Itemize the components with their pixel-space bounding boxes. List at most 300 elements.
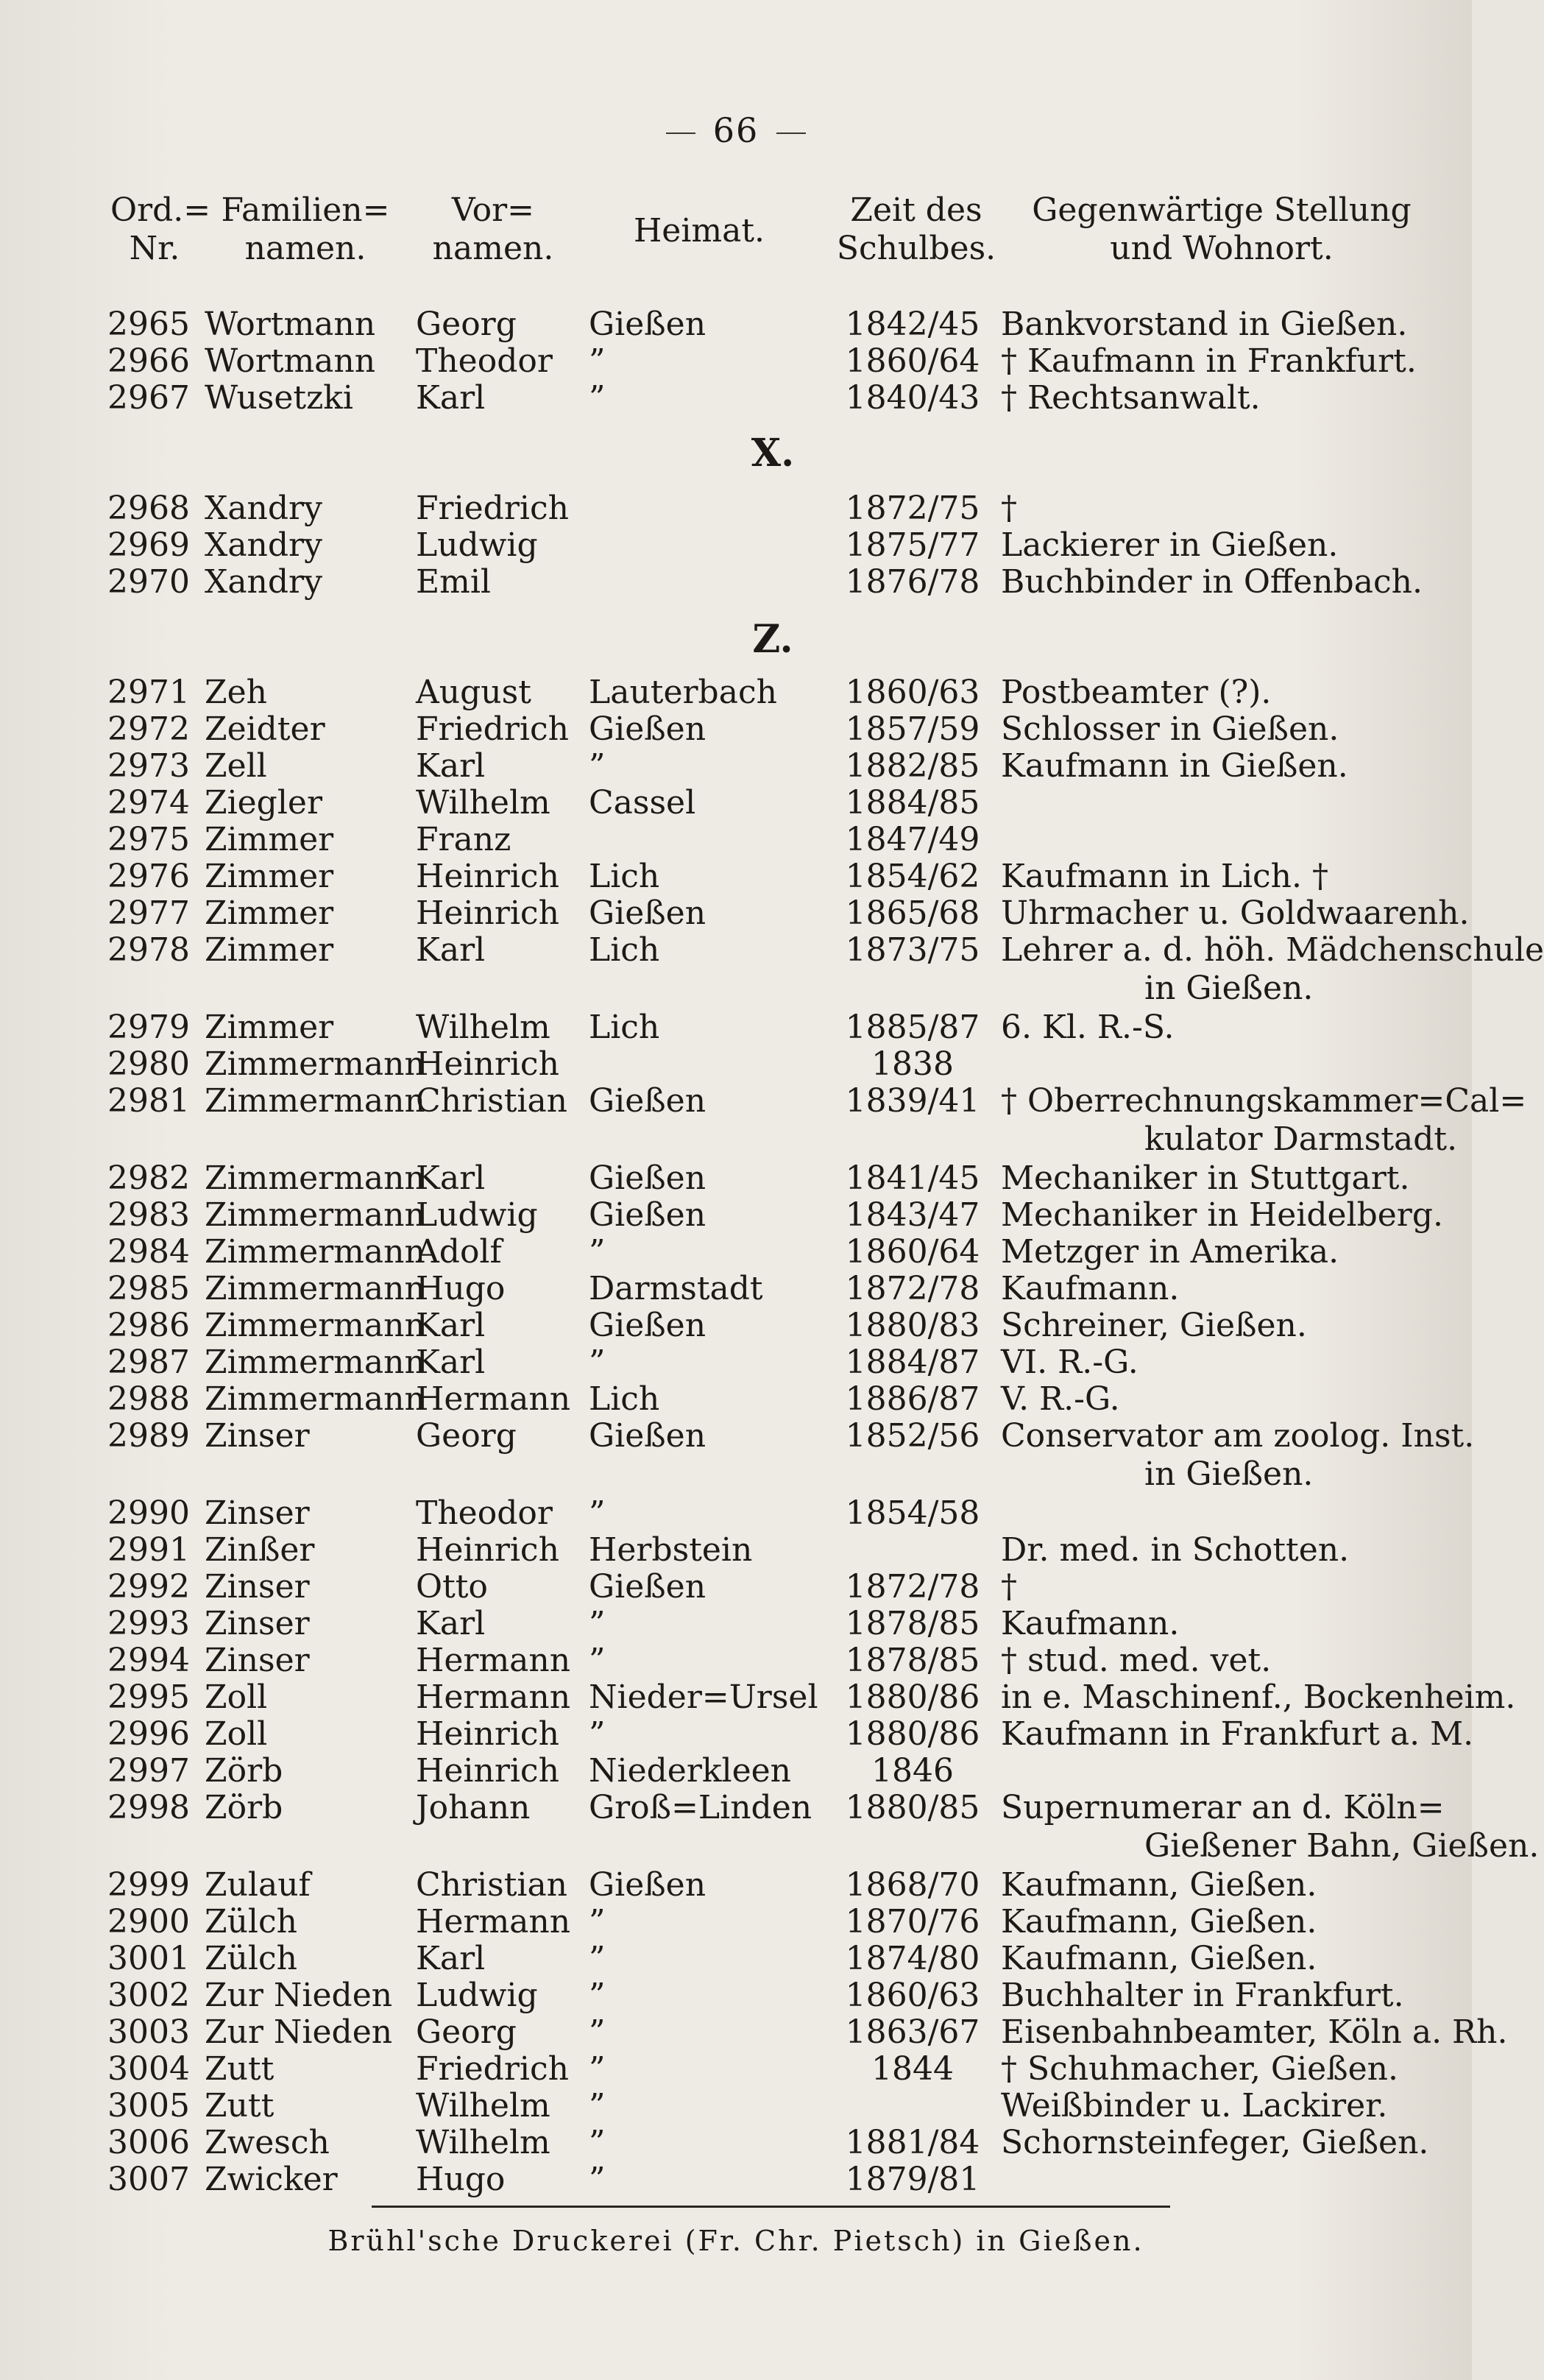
familienname: Zimmer: [205, 1009, 334, 1046]
ordnungsnummer: 2970: [107, 563, 190, 601]
ordnungsnummer: 2987: [107, 1343, 190, 1381]
schulbesuch-zeit: 1876/78: [845, 563, 980, 601]
vorname: Wilhelm: [416, 2087, 550, 2125]
header-stellung: Gegenwärtige Stellung und Wohnort.: [1032, 191, 1412, 267]
familienname: Zinser: [205, 1605, 310, 1642]
section-letter-x: X.: [751, 431, 795, 476]
schulbesuch-zeit: 1885/87: [845, 1009, 980, 1046]
heimat: ”: [589, 1715, 606, 1753]
stellung-wohnort: Kaufmann.: [1001, 1270, 1180, 1307]
ordnungsnummer: 3003: [107, 2013, 190, 2051]
schulbesuch-zeit: 1854/62: [845, 858, 980, 895]
familienname: Zimmermann: [205, 1380, 425, 1418]
vorname: Ludwig: [416, 526, 538, 564]
schulbesuch-zeit: 1872/75: [845, 490, 980, 527]
printer-imprint: Brühl'sche Druckerei (Fr. Chr. Pietsch) in Gießen.: [327, 2225, 1144, 2257]
stellung-wohnort: Kaufmann in Gießen.: [1001, 747, 1348, 785]
table-row: [0, 563, 1472, 601]
stellung-continuation: kulator Darmstadt.: [1144, 1120, 1458, 1158]
stellung-wohnort: Weißbinder u. Lackirer.: [1001, 2087, 1388, 2125]
vorname: Heinrich: [416, 1715, 559, 1753]
schulbesuch-zeit: 1854/58: [845, 1494, 980, 1532]
vorname: Hermann: [416, 1903, 571, 1941]
stellung-wohnort: 6. Kl. R.-S.: [1001, 1009, 1175, 1046]
stellung-wohnort: †: [1001, 490, 1017, 527]
vorname: Heinrich: [416, 894, 559, 932]
heimat: Gießen: [589, 710, 707, 748]
stellung-wohnort: Schreiner, Gießen.: [1001, 1307, 1307, 1344]
table-row: [0, 1678, 1516, 1717]
schulbesuch-zeit: 1872/78: [845, 1270, 980, 1307]
ordnungsnummer: 2900: [107, 1903, 190, 1941]
vorname: Friedrich: [416, 2050, 569, 2088]
heimat: Gießen: [589, 1159, 707, 1197]
ordnungsnummer: 2983: [107, 1196, 190, 1234]
ordnungsnummer: 3002: [107, 1977, 190, 2014]
heimat: ”: [589, 1903, 606, 1941]
ordnungsnummer: 2985: [107, 1270, 190, 1307]
familienname: Zinßer: [205, 1531, 315, 1569]
stellung-wohnort: Eisenbahnbeamter, Köln a. Rh.: [1001, 2013, 1508, 2051]
schulbesuch-zeit: 1846: [871, 1752, 954, 1790]
schulbesuch-zeit: 1870/76: [845, 1903, 980, 1941]
schulbesuch-zeit: 1857/59: [845, 710, 980, 748]
heimat: Lich: [589, 931, 660, 969]
stellung-wohnort: Supernumerar an d. Köln=: [1001, 1789, 1445, 1826]
table-row: [0, 1940, 1472, 1978]
table-row: [0, 1494, 1472, 1533]
table-row: [0, 1307, 1472, 1345]
vorname: Friedrich: [416, 710, 569, 748]
familienname: Zörb: [205, 1789, 283, 1826]
ordnungsnummer: 2990: [107, 1494, 190, 1532]
table-row: [0, 526, 1472, 565]
stellung-wohnort: Metzger in Amerika.: [1001, 1233, 1339, 1271]
table-row: [0, 1045, 1472, 1084]
vorname: Heinrich: [416, 1045, 559, 1083]
schulbesuch-zeit: 1863/67: [845, 2013, 980, 2051]
table-row: [0, 1568, 1472, 1606]
table-row: [0, 1009, 1472, 1047]
familienname: Zulauf: [205, 1866, 311, 1904]
stellung-wohnort: Kaufmann in Lich. †: [1001, 858, 1328, 895]
vorname: August: [416, 674, 531, 711]
stellung-wohnort: † stud. med. vet.: [1001, 1642, 1272, 1679]
stellung-continuation: in Gießen.: [1144, 1455, 1314, 1493]
stellung-continuation: Gießener Bahn, Gießen.: [1144, 1827, 1540, 1865]
ordnungsnummer: 2980: [107, 1045, 190, 1083]
vorname: Karl: [416, 747, 486, 785]
schulbesuch-zeit: 1865/68: [845, 894, 980, 932]
table-row: [0, 1789, 1472, 1827]
schulbesuch-zeit: 1860/63: [845, 674, 980, 711]
familienname: Zutt: [205, 2050, 275, 2088]
vorname: Georg: [416, 306, 517, 343]
familienname: Zell: [205, 747, 267, 785]
familienname: Zimmermann: [205, 1270, 425, 1307]
familienname: Zülch: [205, 1903, 297, 1941]
familienname: Zimmermann: [205, 1343, 425, 1381]
familienname: Zoll: [205, 1678, 268, 1716]
vorname: Wilhelm: [416, 784, 550, 822]
schulbesuch-zeit: 1847/49: [845, 821, 980, 858]
schulbesuch-zeit: 1868/70: [845, 1866, 980, 1904]
stellung-wohnort: † Rechtsanwalt.: [1001, 379, 1261, 417]
schulbesuch-zeit: 1884/85: [845, 784, 980, 822]
ordnungsnummer: 2992: [107, 1568, 190, 1606]
stellung-wohnort: Kaufmann.: [1001, 1605, 1180, 1642]
stellung-wohnort: Kaufmann, Gießen.: [1001, 1903, 1317, 1941]
table-row: [0, 1233, 1472, 1271]
header-familiennamen: Familien= namen.: [221, 191, 390, 267]
ordnungsnummer: 2977: [107, 894, 190, 932]
vorname: Georg: [416, 2013, 517, 2051]
table-row: [0, 379, 1472, 417]
familienname: Ziegler: [205, 784, 322, 822]
table-row: [0, 1903, 1472, 1941]
section-letter-z: Z.: [752, 617, 793, 662]
schulbesuch-zeit: 1874/80: [845, 1940, 980, 1977]
schulbesuch-zeit: 1842/45: [845, 306, 980, 343]
schulbesuch-zeit: 1878/85: [845, 1605, 980, 1642]
table-row: [0, 1715, 1472, 1754]
vorname: Ludwig: [416, 1196, 538, 1234]
familienname: Wortmann: [205, 342, 376, 380]
table-row: [0, 1417, 1475, 1455]
ordnungsnummer: 2996: [107, 1715, 190, 1753]
heimat: ”: [589, 1940, 606, 1977]
familienname: Zimmermann: [205, 1307, 425, 1344]
familienname: Zinser: [205, 1568, 310, 1606]
heimat: ”: [589, 1343, 606, 1381]
vorname: Wilhelm: [416, 2124, 550, 2161]
familienname: Xandry: [205, 490, 322, 527]
stellung-wohnort: Mechaniker in Heidelberg.: [1001, 1196, 1443, 1234]
header-vornamen: Vor= namen.: [432, 191, 554, 267]
heimat: Nieder=Ursel: [589, 1678, 818, 1716]
ordnungsnummer: 2993: [107, 1605, 190, 1642]
ordnungsnummer: 2986: [107, 1307, 190, 1344]
table-row: [0, 1082, 1527, 1120]
heimat: Gießen: [589, 1082, 707, 1120]
vorname: Karl: [416, 931, 486, 969]
ordnungsnummer: 2998: [107, 1789, 190, 1826]
heimat: ”: [589, 342, 606, 380]
heimat: ”: [589, 2124, 606, 2161]
schulbesuch-zeit: 1860/64: [845, 1233, 980, 1271]
table-row: [0, 2124, 1472, 2162]
familienname: Zimmermann: [205, 1045, 425, 1083]
vorname: Johann: [416, 1789, 531, 1826]
heimat: ”: [589, 1642, 606, 1679]
stellung-wohnort: Postbeamter (?).: [1001, 674, 1272, 711]
ordnungsnummer: 3006: [107, 2124, 190, 2161]
schulbesuch-zeit: 1840/43: [845, 379, 980, 417]
ordnungsnummer: 2976: [107, 858, 190, 895]
familienname: Wusetzki: [205, 379, 353, 417]
ordnungsnummer: 2988: [107, 1380, 190, 1418]
familienname: Zimmermann: [205, 1196, 425, 1234]
stellung-wohnort: Schornsteinfeger, Gießen.: [1001, 2124, 1429, 2161]
stellung-wohnort: Buchbinder in Offenbach.: [1001, 563, 1423, 601]
vorname: Ludwig: [416, 1977, 538, 2014]
schulbesuch-zeit: 1878/85: [845, 1642, 980, 1679]
ordnungsnummer: 2981: [107, 1082, 190, 1120]
familienname: Xandry: [205, 563, 322, 601]
vorname: Hugo: [416, 2161, 506, 2198]
table-row: [0, 1752, 1472, 1790]
table-row: [0, 674, 1472, 712]
ordnungsnummer: 2971: [107, 674, 190, 711]
familienname: Zimmer: [205, 821, 334, 858]
table-row: [0, 490, 1472, 528]
schulbesuch-zeit: 1873/75: [845, 931, 980, 969]
heimat: ”: [589, 1233, 606, 1271]
stellung-wohnort: † Schuhmacher, Gießen.: [1001, 2050, 1398, 2088]
heimat: ”: [589, 2013, 606, 2051]
stellung-wohnort: † Kaufmann in Frankfurt.: [1001, 342, 1417, 380]
vorname: Theodor: [416, 342, 553, 380]
vorname: Theodor: [416, 1494, 553, 1532]
table-row: [0, 894, 1472, 933]
familienname: Zimmer: [205, 858, 334, 895]
heimat: Gießen: [589, 1417, 707, 1455]
familienname: Zimmermann: [205, 1159, 425, 1197]
heimat: ”: [589, 1977, 606, 2014]
table-row: [0, 710, 1472, 749]
ordnungsnummer: 2967: [107, 379, 190, 417]
footer-rule: [372, 2206, 1170, 2208]
stellung-wohnort: Mechaniker in Stuttgart.: [1001, 1159, 1410, 1197]
heimat: ”: [589, 2087, 606, 2125]
vorname: Hermann: [416, 1642, 571, 1679]
familienname: Zörb: [205, 1752, 283, 1790]
heimat: Gießen: [589, 1866, 707, 1904]
vorname: Heinrich: [416, 1752, 559, 1790]
ordnungsnummer: 2994: [107, 1642, 190, 1679]
familienname: Zwicker: [205, 2161, 338, 2198]
schulbesuch-zeit: 1884/87: [845, 1343, 980, 1381]
vorname: Friedrich: [416, 490, 569, 527]
heimat: Lich: [589, 1380, 660, 1418]
stellung-continuation: in Gießen.: [1144, 970, 1314, 1007]
table-row: [0, 2161, 1472, 2199]
familienname: Wortmann: [205, 306, 376, 343]
schulbesuch-zeit: 1852/56: [845, 1417, 980, 1455]
familienname: Zoll: [205, 1715, 268, 1753]
ordnungsnummer: 2972: [107, 710, 190, 748]
stellung-wohnort: in e. Maschinenf., Bockenheim.: [1001, 1678, 1516, 1716]
ordnungsnummer: 2989: [107, 1417, 190, 1455]
stellung-wohnort: V. R.-G.: [1001, 1380, 1120, 1418]
ordnungsnummer: 2978: [107, 931, 190, 969]
vorname: Karl: [416, 1605, 486, 1642]
familienname: Zur Nieden: [205, 1977, 393, 2014]
table-row: [0, 1380, 1472, 1419]
stellung-wohnort: Uhrmacher u. Goldwaarenh.: [1001, 894, 1470, 932]
schulbesuch-zeit: 1881/84: [845, 2124, 980, 2161]
vorname: Karl: [416, 379, 486, 417]
ordnungsnummer: 2969: [107, 526, 190, 564]
schulbesuch-zeit: 1880/83: [845, 1307, 980, 1344]
schulbesuch-zeit: 1872/78: [845, 1568, 980, 1606]
table-row: [0, 1270, 1472, 1308]
vorname: Heinrich: [416, 858, 559, 895]
schulbesuch-zeit: 1880/85: [845, 1789, 980, 1826]
stellung-wohnort: Bankvorstand in Gießen.: [1001, 306, 1408, 343]
vorname: Karl: [416, 1307, 486, 1344]
table-row: [0, 1343, 1472, 1382]
familienname: Zwesch: [205, 2124, 330, 2161]
schulbesuch-zeit: 1882/85: [845, 747, 980, 785]
vorname: Karl: [416, 1940, 486, 1977]
vorname: Heinrich: [416, 1531, 559, 1569]
table-row: [0, 747, 1472, 785]
schulbesuch-zeit: 1841/45: [845, 1159, 980, 1197]
ordnungsnummer: 2965: [107, 306, 190, 343]
familienname: Zeidter: [205, 710, 325, 748]
schulbesuch-zeit: 1844: [871, 2050, 954, 2088]
stellung-wohnort: †: [1001, 1568, 1017, 1606]
familienname: Zeh: [205, 674, 267, 711]
vorname: Christian: [416, 1082, 568, 1120]
heimat: ”: [589, 379, 606, 417]
table-row: [0, 1642, 1472, 1680]
ordnungsnummer: 3004: [107, 2050, 190, 2088]
heimat: Gießen: [589, 1196, 707, 1234]
familienname: Zülch: [205, 1940, 297, 1977]
ordnungsnummer: 2968: [107, 490, 190, 527]
vorname: Emil: [416, 563, 491, 601]
ordnungsnummer: 2982: [107, 1159, 190, 1197]
schulbesuch-zeit: 1880/86: [845, 1715, 980, 1753]
stellung-wohnort: Lackierer in Gießen.: [1001, 526, 1339, 564]
header-ord-nr: Ord.= Nr.: [110, 191, 211, 267]
vorname: Karl: [416, 1159, 486, 1197]
ordnungsnummer: 2997: [107, 1752, 190, 1790]
table-row: [0, 1159, 1472, 1198]
stellung-wohnort: Conservator am zoolog. Inst.: [1001, 1417, 1475, 1455]
schulbesuch-zeit: 1879/81: [845, 2161, 980, 2198]
familienname: Zimmer: [205, 931, 334, 969]
ordnungsnummer: 2973: [107, 747, 190, 785]
vorname: Wilhelm: [416, 1009, 550, 1046]
heimat: ”: [589, 1605, 606, 1642]
heimat: Cassel: [589, 784, 696, 822]
table-row: [0, 784, 1472, 822]
table-row: [0, 2087, 1472, 2125]
ordnungsnummer: 2974: [107, 784, 190, 822]
ordnungsnummer: 2995: [107, 1678, 190, 1716]
familienname: Zimmermann: [205, 1233, 425, 1271]
stellung-wohnort: Schlosser in Gießen.: [1001, 710, 1339, 748]
familienname: Zur Nieden: [205, 2013, 393, 2051]
table-row: [0, 1196, 1472, 1235]
familienname: Zinser: [205, 1417, 310, 1455]
ordnungsnummer: 3001: [107, 1940, 190, 1977]
heimat: Herbstein: [589, 1531, 753, 1569]
ordnungsnummer: 2966: [107, 342, 190, 380]
familienname: Zinser: [205, 1494, 310, 1532]
vorname: Christian: [416, 1866, 568, 1904]
vorname: Hugo: [416, 1270, 506, 1307]
familienname: Zutt: [205, 2087, 275, 2125]
heimat: Gießen: [589, 1568, 707, 1606]
page-number: 66: [0, 110, 1472, 150]
heimat: Darmstadt: [589, 1270, 763, 1307]
table-row: [0, 1866, 1472, 1904]
ordnungsnummer: 2984: [107, 1233, 190, 1271]
vorname: Hermann: [416, 1678, 571, 1716]
vorname: Hermann: [416, 1380, 571, 1418]
vorname: Georg: [416, 1417, 517, 1455]
heimat: Gießen: [589, 894, 707, 932]
heimat: Gießen: [589, 1307, 707, 1344]
heimat: ”: [589, 2050, 606, 2088]
header-heimat: Heimat.: [633, 212, 765, 250]
heimat: ”: [589, 747, 606, 785]
schulbesuch-zeit: 1838: [871, 1045, 954, 1083]
stellung-wohnort: Kaufmann, Gießen.: [1001, 1866, 1317, 1904]
table-row: [0, 1605, 1472, 1643]
table-row: [0, 342, 1472, 381]
heimat: Niederkleen: [589, 1752, 791, 1790]
stellung-wohnort: Dr. med. in Schotten.: [1001, 1531, 1350, 1569]
table-row: [0, 821, 1472, 859]
heimat: Gießen: [589, 306, 707, 343]
ordnungsnummer: 2999: [107, 1866, 190, 1904]
familienname: Zinser: [205, 1642, 310, 1679]
schulbesuch-zeit: 1875/77: [845, 526, 980, 564]
vorname: Adolf: [416, 1233, 502, 1271]
table-row: [0, 858, 1472, 896]
vorname: Franz: [416, 821, 511, 858]
header-zeit: Zeit des Schulbes.: [836, 191, 996, 267]
vorname: Otto: [416, 1568, 488, 1606]
heimat: ”: [589, 1494, 606, 1532]
stellung-wohnort: VI. R.-G.: [1001, 1343, 1138, 1381]
table-row: [0, 2050, 1472, 2088]
table-row: [0, 306, 1472, 344]
schulbesuch-zeit: 1880/86: [845, 1678, 980, 1716]
heimat: ”: [589, 2161, 606, 2198]
table-row: [0, 2013, 1508, 2052]
schulbesuch-zeit: 1860/64: [845, 342, 980, 380]
stellung-wohnort: Buchhalter in Frankfurt.: [1001, 1977, 1404, 2014]
schulbesuch-zeit: 1886/87: [845, 1380, 980, 1418]
familienname: Zimmermann: [205, 1082, 425, 1120]
schulbesuch-zeit: 1843/47: [845, 1196, 980, 1234]
familienname: Xandry: [205, 526, 322, 564]
vorname: Karl: [416, 1343, 486, 1381]
table-row: [0, 1977, 1472, 2015]
ordnungsnummer: 2975: [107, 821, 190, 858]
heimat: Lich: [589, 858, 660, 895]
table-row: [0, 1531, 1472, 1569]
ordnungsnummer: 3007: [107, 2161, 190, 2198]
ordnungsnummer: 3005: [107, 2087, 190, 2125]
stellung-wohnort: Kaufmann in Frankfurt a. M.: [1001, 1715, 1474, 1753]
heimat: Groß=Linden: [589, 1789, 812, 1826]
ordnungsnummer: 2979: [107, 1009, 190, 1046]
stellung-wohnort: Lehrer a. d. höh. Mädchenschule: [1001, 931, 1544, 969]
table-row: [0, 931, 1544, 970]
familienname: Zimmer: [205, 894, 334, 932]
schulbesuch-zeit: 1860/63: [845, 1977, 980, 2014]
schulbesuch-zeit: 1839/41: [845, 1082, 980, 1120]
ordnungsnummer: 2991: [107, 1531, 190, 1569]
stellung-wohnort: Kaufmann, Gießen.: [1001, 1940, 1317, 1977]
